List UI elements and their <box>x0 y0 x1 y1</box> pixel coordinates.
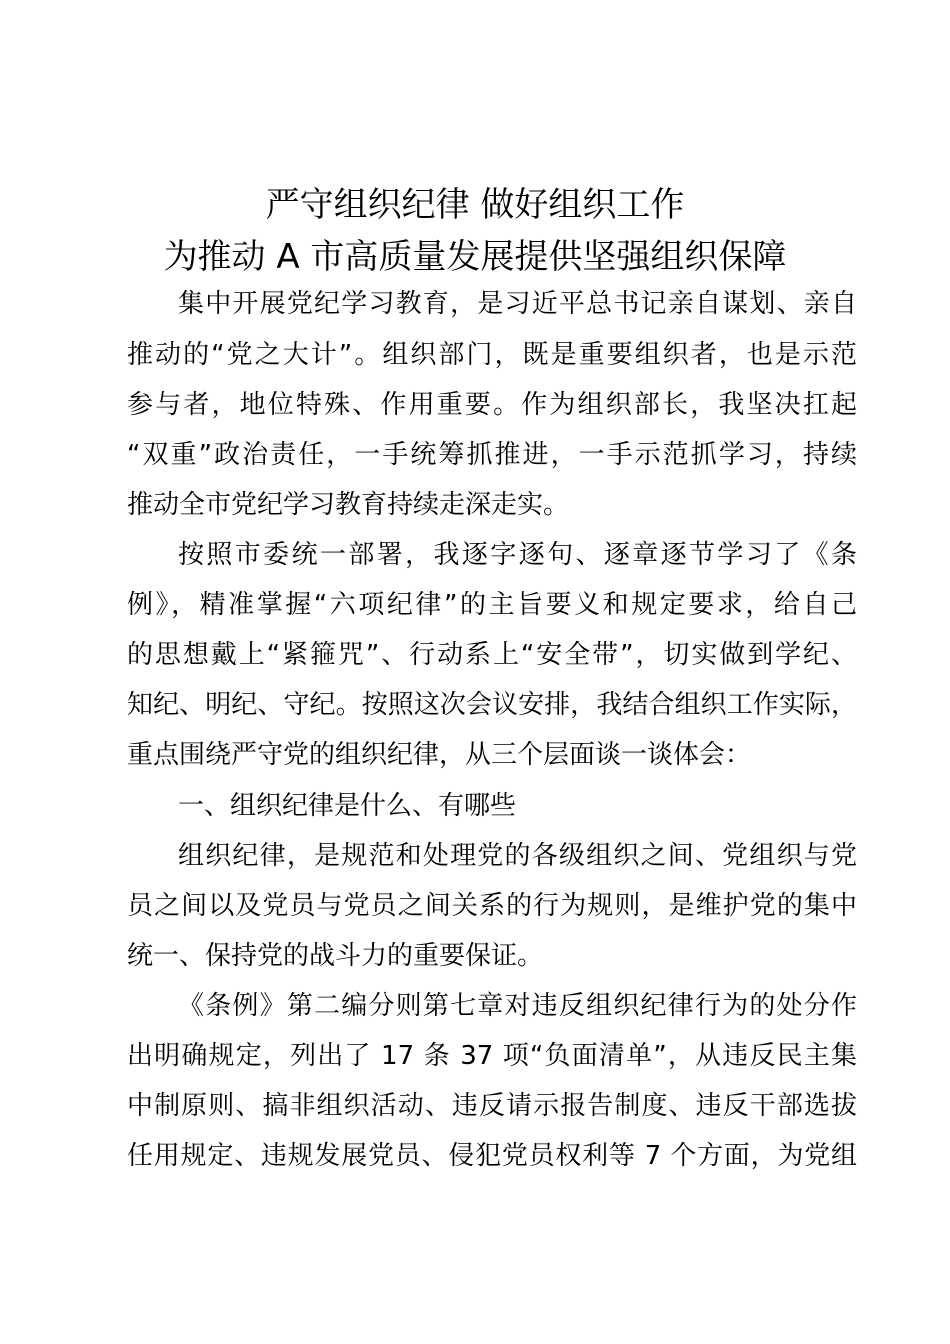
document-title-line-1: 严守组织纪律 做好组织工作 <box>265 185 685 225</box>
paragraph-3-line-2: 员之间以及党员与党员之间关系的行为规则，是维护党的集中 <box>127 891 857 921</box>
paragraph-1-line-1: 集中开展党纪学习教育，是习近平总书记亲自谋划、亲自 <box>178 289 857 319</box>
paragraph-2-line-5: 重点围绕严守党的组织纪律，从三个层面谈一谈体会： <box>127 740 752 770</box>
paragraph-4-line-3: 中制原则、搞非组织活动、违反请示报告制度、违反干部选拔 <box>127 1091 857 1121</box>
paragraph-1-line-4: “双重”政治责任，一手统筹抓推进，一手示范抓学习，持续 <box>127 440 857 470</box>
paragraph-4-line-1: 《条例》第二编分则第七章对违反组织纪律行为的处分作 <box>178 991 857 1021</box>
paragraph-4-line-4: 任用规定、违规发展党员、侵犯党员权利等 7 个方面，为党组 <box>127 1141 857 1171</box>
paragraph-1-line-5: 推动全市党纪学习教育持续走深走实。 <box>127 490 570 520</box>
paragraph-1-line-2: 推动的“党之大计”。组织部门，既是重要组织者，也是示范 <box>127 340 857 370</box>
section-heading-1: 一、组织纪律是什么、有哪些 <box>178 791 517 821</box>
paragraph-2-line-1: 按照市委统一部署，我逐字逐句、逐章逐节学习了《条 <box>178 540 857 570</box>
document-title-line-2: 为推动 A 市高质量发展提供坚强组织保障 <box>163 237 787 277</box>
paragraph-2-line-4: 知纪、明纪、守纪。按照这次会议安排，我结合组织工作实际， <box>127 690 857 720</box>
paragraph-3-line-3: 统一、保持党的战斗力的重要保证。 <box>127 941 544 971</box>
paragraph-2-line-2: 例》，精准掌握“六项纪律”的主旨要义和规定要求，给自己 <box>127 590 857 620</box>
paragraph-1-line-3: 参与者，地位特殊、作用重要。作为组织部长，我坚决扛起 <box>127 390 857 420</box>
paragraph-3-line-1: 组织纪律，是规范和处理党的各级组织之间、党组织与党 <box>178 841 857 871</box>
paragraph-4-line-2: 出明确规定，列出了 17 条 37 项“负面清单”，从违反民主集 <box>127 1041 857 1071</box>
paragraph-2-line-3: 的思想戴上“紧箍咒”、行动系上“安全带”，切实做到学纪、 <box>127 640 857 670</box>
